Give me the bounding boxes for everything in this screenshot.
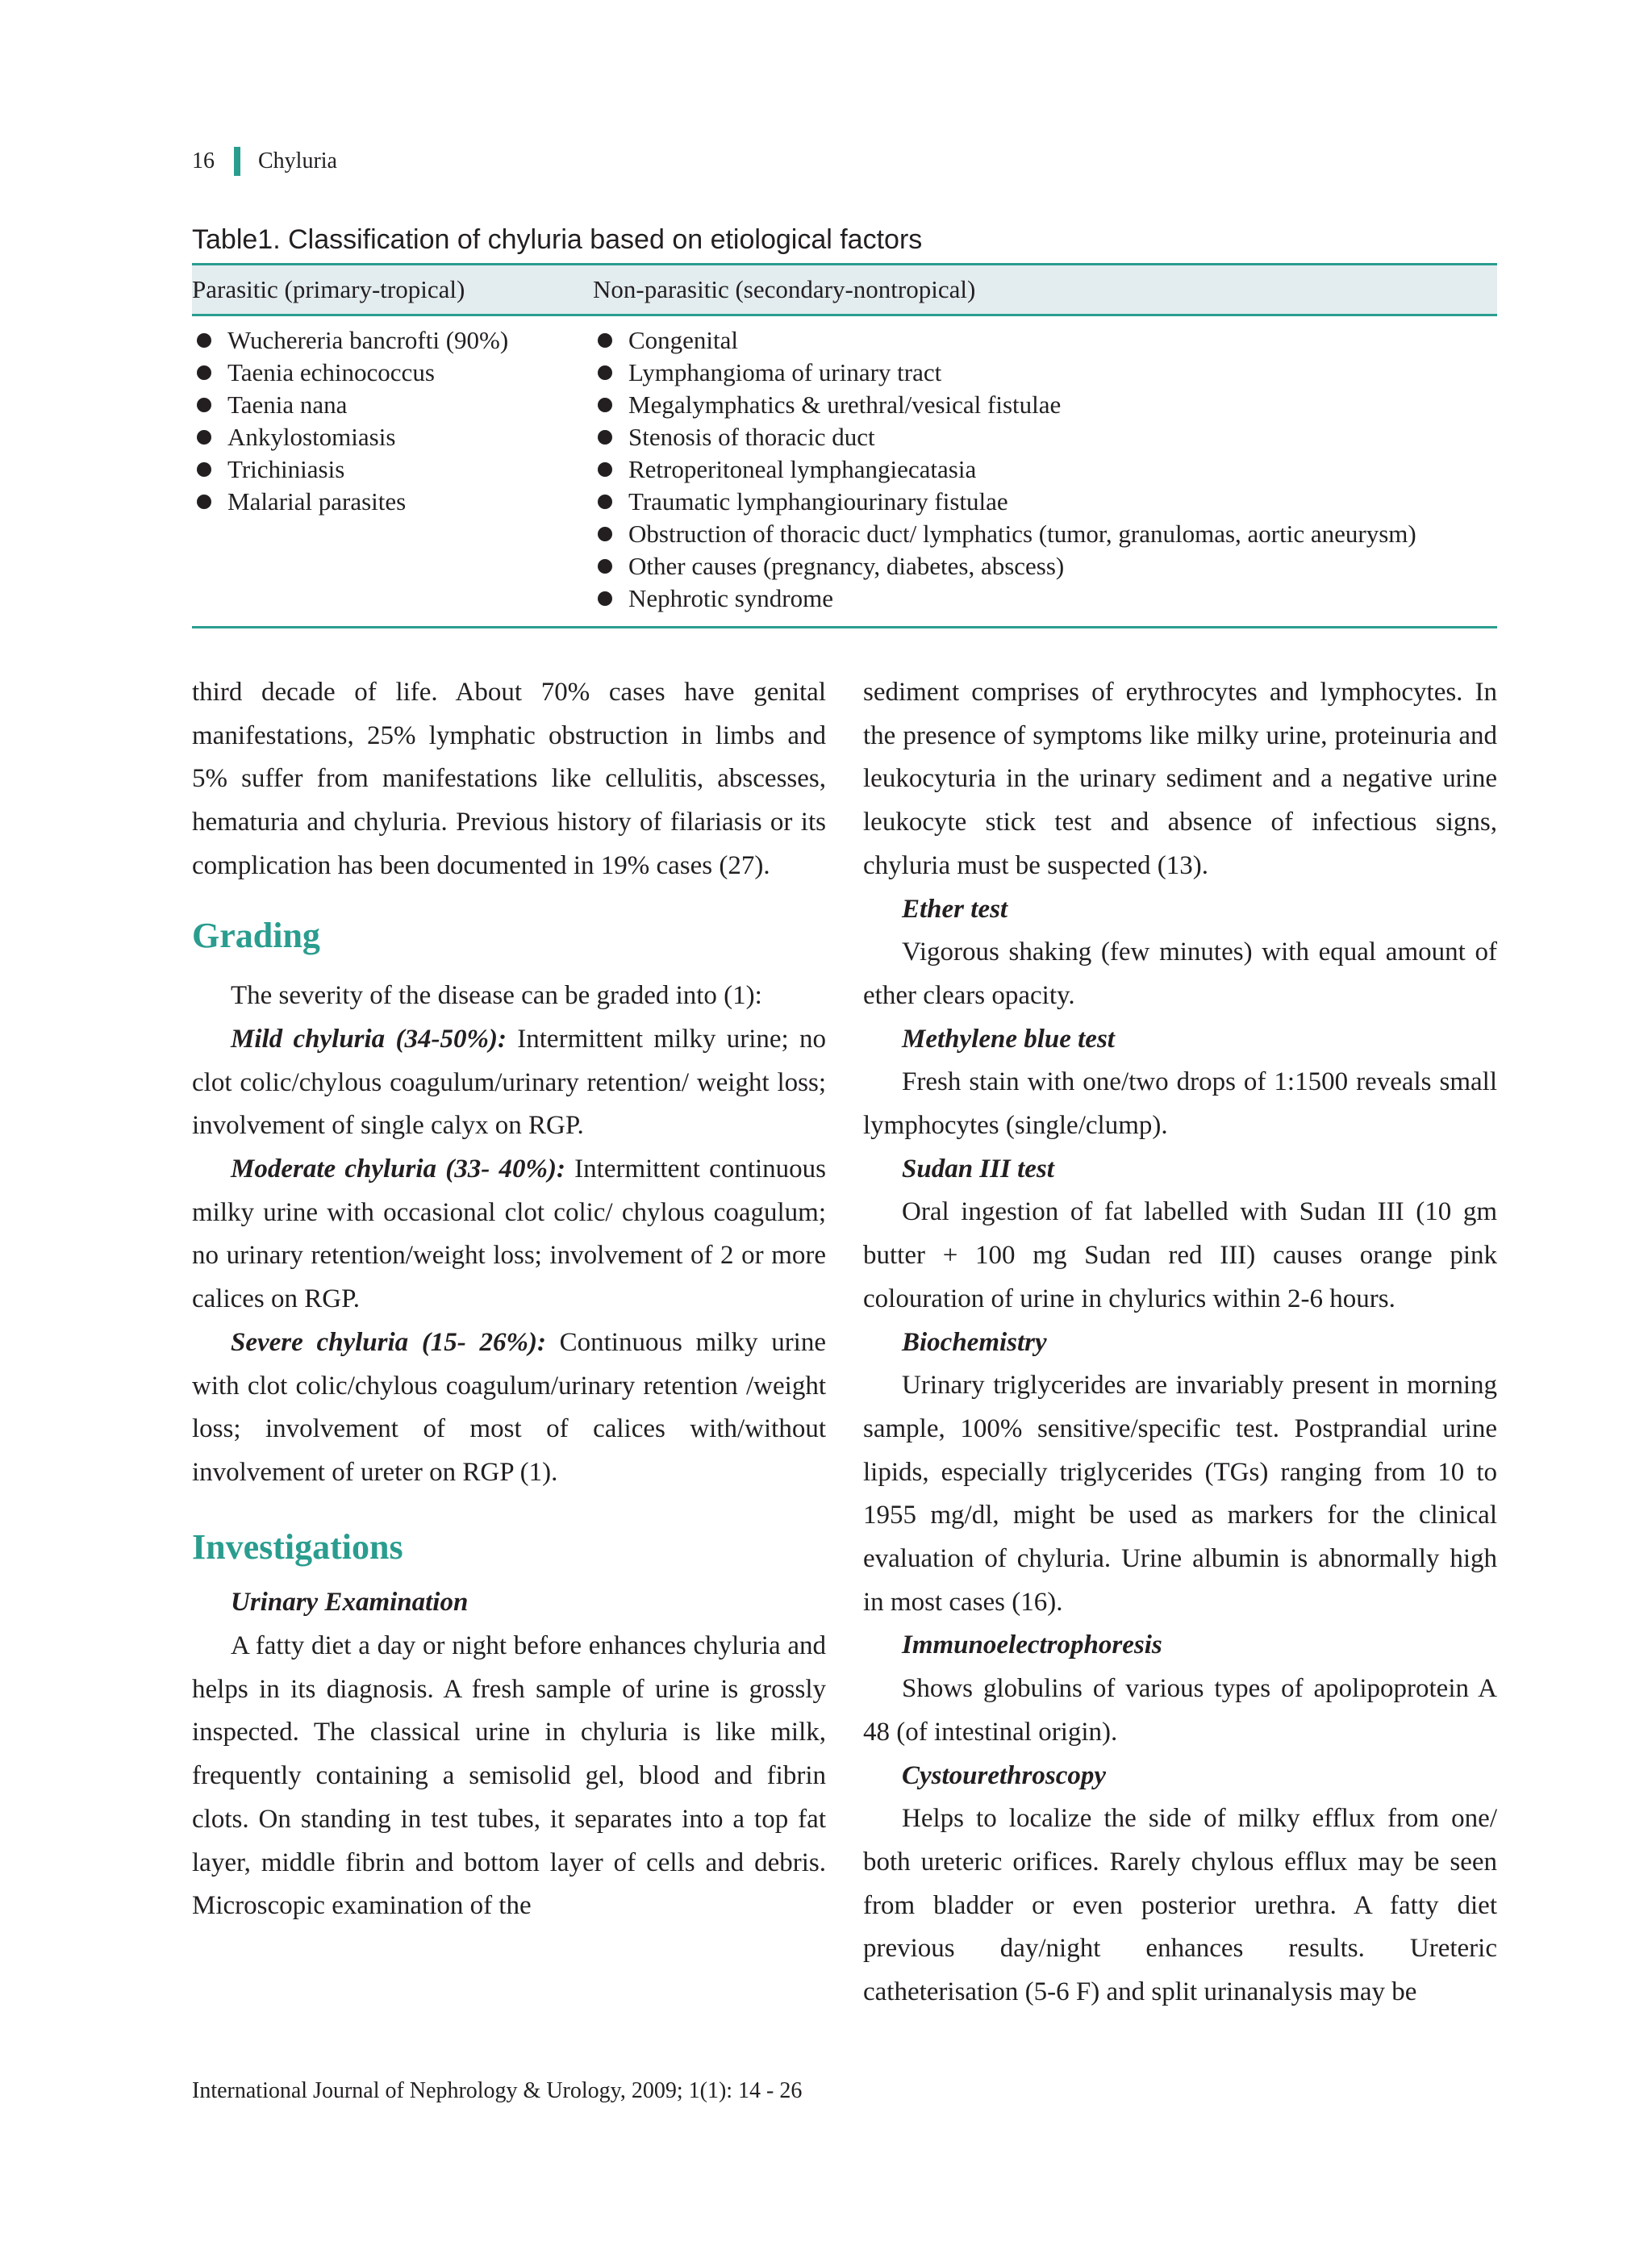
bullet-icon <box>598 333 612 348</box>
paragraph-moderate <box>192 1148 826 1321</box>
header-accent-bar <box>234 147 240 176</box>
subheading-cysto: Cystourethroscopy <box>902 1760 1107 1790</box>
subheading-biochemistry: Biochemistry <box>902 1327 1047 1357</box>
left-column <box>192 671 826 1928</box>
list-item <box>593 421 1497 453</box>
list-item-text: Taenia nana <box>227 390 348 419</box>
list-item <box>593 389 1497 421</box>
paragraph: A fatty diet a day or night before enhances chyluria and helps in its diagnosis. A fresh sample of urine is grossly inspected. The classical urine in chyluria is like milk, frequently containing a semisolid gel, blood and fibrin clots. On standing in test tubes, it separates into a top fat layer, middle fibrin and bottom layer of cells and debris. Microscopic examination of the <box>192 1631 826 1921</box>
list-item-text: Wuchereria bancrofti (90%) <box>227 326 509 354</box>
list-item <box>593 324 1497 357</box>
bullet-icon <box>197 495 211 509</box>
bullet-icon <box>598 591 612 606</box>
list-item-text: Taenia echinococcus <box>227 358 435 386</box>
bullet-icon <box>197 462 211 477</box>
parasitic-list <box>192 324 593 518</box>
paragraph: Vigorous shaking (few minutes) with equal amount of ether clears opacity. <box>863 937 1497 1010</box>
severe-label: Severe chyluria (15- 26%): <box>231 1327 546 1357</box>
bullet-icon <box>598 430 612 445</box>
footer-citation: International Journal of Nephrology & Urology, 2009; 1(1): 14 - 26 <box>192 2078 803 2103</box>
list-item-text: Stenosis of thoracic duct <box>628 423 875 451</box>
list-item-text: Trichiniasis <box>227 455 345 483</box>
list-item <box>192 389 593 421</box>
list-item-text: Ankylostomiasis <box>227 423 396 451</box>
paragraph-severe <box>192 1321 826 1495</box>
list-item <box>192 324 593 357</box>
subheading-urinary: Urinary Examination <box>231 1588 469 1618</box>
list-item <box>593 486 1497 518</box>
paragraph: Helps to localize the side of milky efflux from one/ both ureteric orifices. Rarely chylous efflux may be seen from bladder or even posterior urethra. A fatty diet previous day/night enhances results. Ureteric catheterisation (5-6 F) and split urinanalysis may be <box>863 1804 1497 2007</box>
bullet-icon <box>197 398 211 412</box>
paragraph: Urinary triglycerides are invariably present in morning sample, 100% sensitive/specific test. Postprandial urine lipids, especially triglycerides (TGs) ranging from 10 to 1955 mg/dl, might be used as markers for the clinical evaluation of chyluria. Urine albumin is abnormally high in most cases (16). <box>863 1371 1497 1617</box>
list-item <box>593 518 1497 550</box>
heading-grading: Grading <box>192 915 320 955</box>
list-item <box>192 357 593 389</box>
subheading-immuno: Immunoelectrophoresis <box>902 1630 1162 1660</box>
subheading-ether: Ether test <box>902 894 1008 924</box>
list-item-text: Congenital <box>628 326 739 354</box>
table-header-row <box>192 263 1497 316</box>
mild-label: Mild chyluria (34-50%): <box>231 1024 507 1054</box>
paragraph: The severity of the disease can be graded into (1): <box>231 981 762 1011</box>
list-item <box>593 357 1497 389</box>
page-number: 16 <box>192 148 215 173</box>
bullet-icon <box>598 495 612 509</box>
paragraph-mild <box>192 1018 826 1148</box>
list-item-text: Nephrotic syndrome <box>628 584 833 612</box>
heading-investigations: Investigations <box>192 1526 403 1567</box>
list-item-text: Traumatic lymphangiourinary fistulae <box>628 487 1008 516</box>
non-parasitic-list <box>593 324 1497 615</box>
header-non-parasitic: Non-parasitic (secondary-nontropical) <box>593 275 976 303</box>
list-item <box>593 550 1497 582</box>
table-caption: Table1. Classification of chyluria based on etiological factors <box>192 224 923 255</box>
list-item-text: Lymphangioma of urinary tract <box>628 358 942 386</box>
bullet-icon <box>598 398 612 412</box>
list-item-text: Obstruction of thoracic duct/ lymphatics (tumor, granulomas, aortic aneurysm) <box>628 520 1416 548</box>
moderate-text: Intermittent continuous milky urine with occasional clot colic/ chylous coagulum; no urinary retention/weight loss; involvement of 2 or more calices on RGP. <box>192 1154 827 1314</box>
subheading-sudan: Sudan III test <box>902 1154 1054 1184</box>
list-item <box>593 582 1497 615</box>
bullet-icon <box>598 365 612 380</box>
severe-text: Continuous milky urine with clot colic/chylous coagulum/urinary retention /weight loss; involvement of most of calices with/without involvement of ureter on RGP (1). <box>192 1327 826 1487</box>
running-title: Chyluria <box>258 148 337 173</box>
paragraph: Oral ingestion of fat labelled with Sudan III (10 gm butter + 100 mg Sudan red III) causes orange pink colouration of urine in chylurics within 2-6 hours. <box>863 1197 1497 1313</box>
list-item <box>192 486 593 518</box>
paragraph: Fresh stain with one/two drops of 1:1500 reveals small lymphocytes (single/clump). <box>863 1067 1497 1141</box>
paragraph: third decade of life. About 70% cases have genital manifestations, 25% lymphatic obstruction in limbs and 5% suffer from manifestations like cellulitis, abscesses, hematuria and chyluria. Previous history of filariasis or its complication has been documented in 19% cases (27). <box>192 678 826 880</box>
header-parasitic: Parasitic (primary-tropical) <box>192 275 465 303</box>
list-item-text: Retroperitoneal lymphangiecatasia <box>628 455 977 483</box>
paragraph: sediment comprises of erythrocytes and lymphocytes. In the presence of symptoms like milky urine, proteinuria and leukocyturia in the urinary sediment and a negative urine leukocyte stick test and absence of infectious signs, chyluria must be suspected (13). <box>863 678 1497 880</box>
list-item-text: Other causes (pregnancy, diabetes, abscess) <box>628 552 1065 580</box>
list-item <box>192 453 593 486</box>
moderate-label: Moderate chyluria (33- 40%): <box>231 1154 565 1184</box>
bullet-icon <box>598 559 612 574</box>
list-item-text: Malarial parasites <box>227 487 407 516</box>
list-item <box>192 421 593 453</box>
bullet-icon <box>598 462 612 477</box>
classification-table <box>192 263 1497 628</box>
mild-text: Intermittent milky urine; no clot colic/chylous coagulum/urinary retention/ weight loss; involvement of single calyx on RGP. <box>192 1024 826 1141</box>
list-item <box>593 453 1497 486</box>
bullet-icon <box>197 430 211 445</box>
paragraph: Shows globulins of various types of apolipoprotein A 48 (of intestinal origin). <box>863 1674 1497 1747</box>
bullet-icon <box>598 527 612 541</box>
right-column <box>863 671 1497 2014</box>
subheading-methylene: Methylene blue test <box>902 1024 1115 1054</box>
bullet-icon <box>197 365 211 380</box>
table-body <box>192 316 1497 628</box>
bullet-icon <box>197 333 211 348</box>
list-item-text: Megalymphatics & urethral/vesical fistulae <box>628 390 1062 419</box>
page-header <box>192 145 337 177</box>
